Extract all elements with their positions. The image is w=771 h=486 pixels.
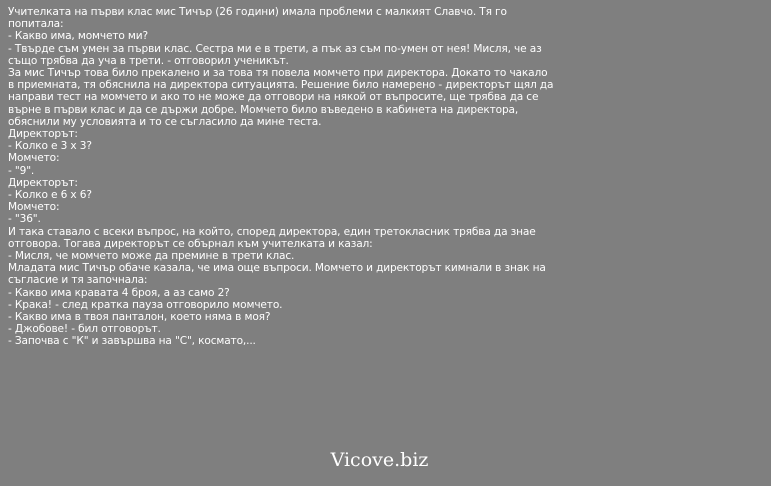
joke-line: направи тест на момчето и ако то не може да отговори на някой от въпросите, ще трябва да се <box>8 91 539 104</box>
joke-line: - Мисля, че момчето може да премине в трети клас. <box>8 250 295 263</box>
joke-line: - Джобове! - бил отговорът. <box>8 323 161 336</box>
joke-line: отговора. Тогава директорът се обърнал към учителката и казал: <box>8 237 373 250</box>
joke-line: И така ставало с всеки въпрос, на който, според директора, един третокласник трябва да знае <box>8 225 536 238</box>
joke-line: върне в първи клас и да се държи добре. Момчето било въведено в кабинета на директора, <box>8 103 519 116</box>
joke-line: - Твърде съм умен за първи клас. Сестра ми е в трети, а пък аз съм по-умен от нея! Мисля, че аз <box>8 42 542 55</box>
joke-line: - Колко е 6 х 6? <box>8 189 92 202</box>
joke-line: обяснили му условията и то се съгласило да мине теста. <box>8 115 322 128</box>
joke-line: в приемната, тя обяснила на директора ситуацията. Решение било намерено - директорът щял да <box>8 79 554 92</box>
site-watermark: Vicove.biz <box>330 449 429 471</box>
joke-line: - Какво има, момчето ми? <box>8 30 148 43</box>
joke-line: Учителката на първи клас мис Тичър (26 години) имала проблеми с малкият Славчо. Тя го <box>8 6 507 18</box>
joke-line: - Колко е 3 х 3? <box>8 140 92 153</box>
joke-line: - Започва с "К" и завършва на "С", космато,... <box>8 335 256 348</box>
joke-text <box>8 6 763 348</box>
joke-line: За мис Тичър това било прекалено и за това тя повела момчето при директора. Докато то чакало <box>8 67 548 80</box>
joke-line: Младата мис Тичър обаче казала, че има още въпроси. Момчето и директорът кимнали в знак на <box>8 262 546 275</box>
joke-line: - "36". <box>8 213 41 226</box>
joke-line: Директорът: <box>8 128 78 141</box>
joke-line: - Какво има в твоя панталон, което няма в моя? <box>8 311 271 324</box>
joke-line: съгласие и тя започнала: <box>8 274 148 287</box>
joke-line: Момчето: <box>8 152 60 165</box>
joke-line: попитала: <box>8 18 64 31</box>
joke-line: - "9". <box>8 164 35 177</box>
joke-line: Директорът: <box>8 176 78 189</box>
joke-line: - Какво има кравата 4 броя, а аз само 2? <box>8 286 230 299</box>
joke-line: - Крака! - след кратка пауза отговорило момчето. <box>8 298 283 311</box>
joke-line: също трябва да уча в трети. - отговорил ученикът. <box>8 54 289 67</box>
joke-line: Момчето: <box>8 201 60 214</box>
